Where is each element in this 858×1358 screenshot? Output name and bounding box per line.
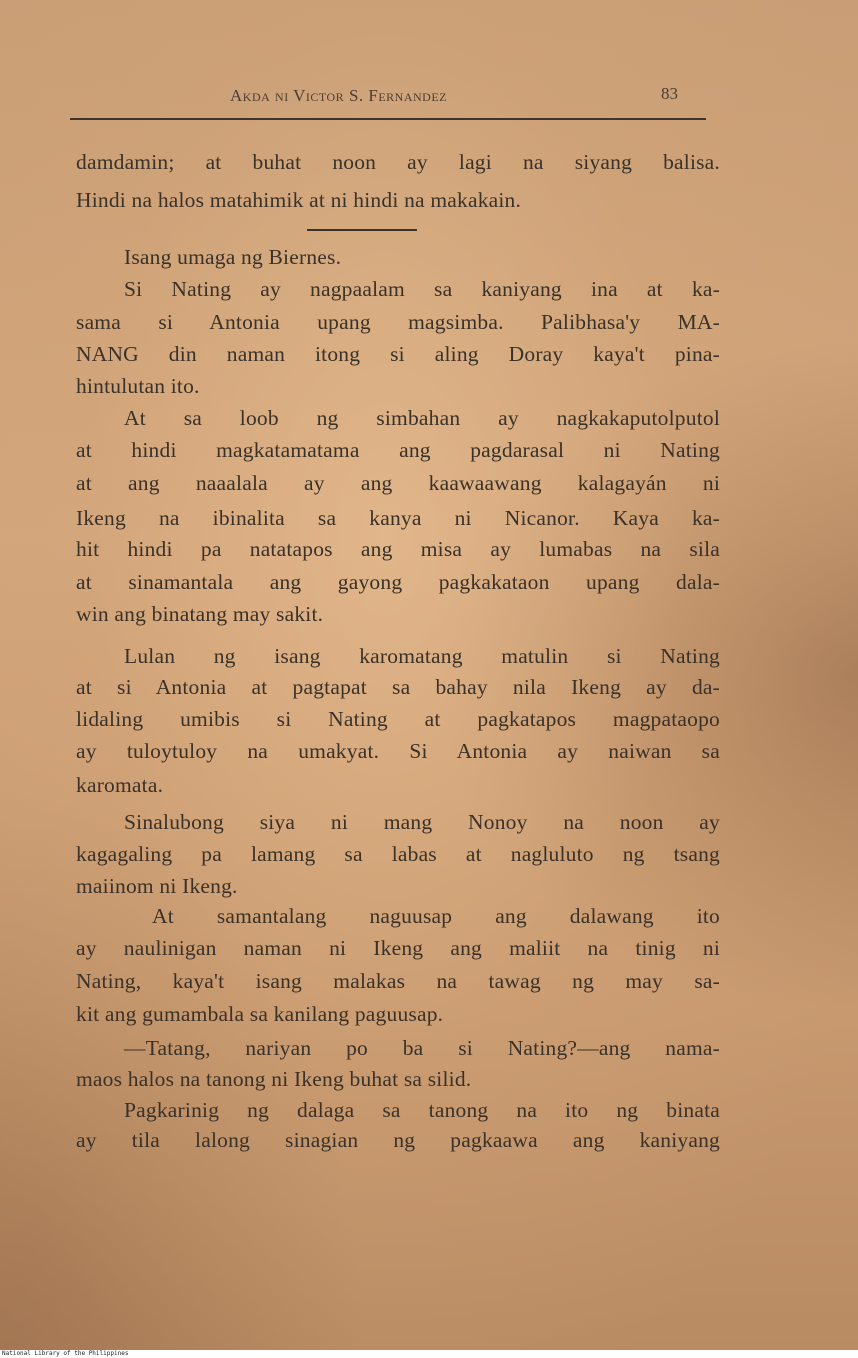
- text-line: at ang naaalala ay ang kaawaawang kalagayán ni: [76, 471, 720, 495]
- text-line: sama si Antonia upang magsimba. Palibhasa'y MA-: [76, 310, 720, 334]
- text-line: At samantalang naguusap ang dalawang ito: [152, 904, 720, 928]
- text-line: Ikeng na ibinalita sa kanya ni Nicanor. Kaya ka-: [76, 506, 720, 530]
- text-line: damdamin; at buhat noon ay lagi na siyang balisa.: [76, 150, 720, 174]
- text-line: lidaling umibis si Nating at pagkatapos magpataopo: [76, 707, 720, 731]
- text-line: Nating, kaya't isang malakas na tawag ng may sa-: [76, 969, 720, 993]
- text-line: at sinamantala ang gayong pagkakataon upang dala-: [76, 570, 720, 594]
- text-line: Sinalubong siya ni mang Nonoy na noon ay: [124, 810, 720, 834]
- text-line: Si Nating ay nagpaalam sa kaniyang ina at ka-: [124, 277, 720, 301]
- text-line: kit ang gumambala sa kanilang paguusap.: [76, 1002, 444, 1026]
- text-line: Isang umaga ng Biernes.: [124, 245, 342, 269]
- text-line: ay tuloytuloy na umakyat. Si Antonia ay naiwan sa: [76, 739, 720, 763]
- text-line: At sa loob ng simbahan ay nagkakaputolputol: [124, 406, 720, 430]
- text-line: ay tila lalong sinagian ng pagkaawa ang kaniyang: [76, 1128, 720, 1152]
- text-line: maiinom ni Ikeng.: [76, 874, 238, 898]
- footer-strip: [0, 1350, 858, 1358]
- text-line: win ang binatang may sakit.: [76, 602, 324, 626]
- text-line: kagagaling pa lamang sa labas at nagluluto ng tsang: [76, 842, 720, 866]
- text-line: Hindi na halos matahimik at ni hindi na makakain.: [76, 188, 522, 212]
- text-line: ay naulinigan naman ni Ikeng ang maliit na tinig ni: [76, 936, 720, 960]
- text-line: NANG din naman itong si aling Doray kaya't pina-: [76, 342, 720, 366]
- page-number: 83: [661, 84, 678, 103]
- text-line: hit hindi pa natatapos ang misa ay lumabas na sila: [76, 537, 720, 561]
- text-line: Lulan ng isang karomatang matulin si Nating: [124, 644, 720, 668]
- section-divider: [307, 229, 417, 231]
- text-line: maos halos na tanong ni Ikeng buhat sa silid.: [76, 1067, 472, 1091]
- page-header: [70, 82, 706, 114]
- text-line: at hindi magkatamatama ang pagdarasal ni Nating: [76, 438, 720, 462]
- text-line: hintulutan ito.: [76, 374, 200, 398]
- running-head: Akda ni Victor S. Fernandez: [230, 86, 448, 105]
- library-watermark: National Library of the Philippines: [2, 1350, 129, 1357]
- text-line: karomata.: [76, 773, 164, 797]
- header-rule: [70, 118, 706, 120]
- text-line: at si Antonia at pagtapat sa bahay nila Ikeng ay da-: [76, 675, 720, 699]
- text-line: —Tatang, nariyan po ba si Nating?—ang nama-: [124, 1036, 720, 1060]
- text-line: Pagkarinig ng dalaga sa tanong na ito ng binata: [124, 1098, 720, 1122]
